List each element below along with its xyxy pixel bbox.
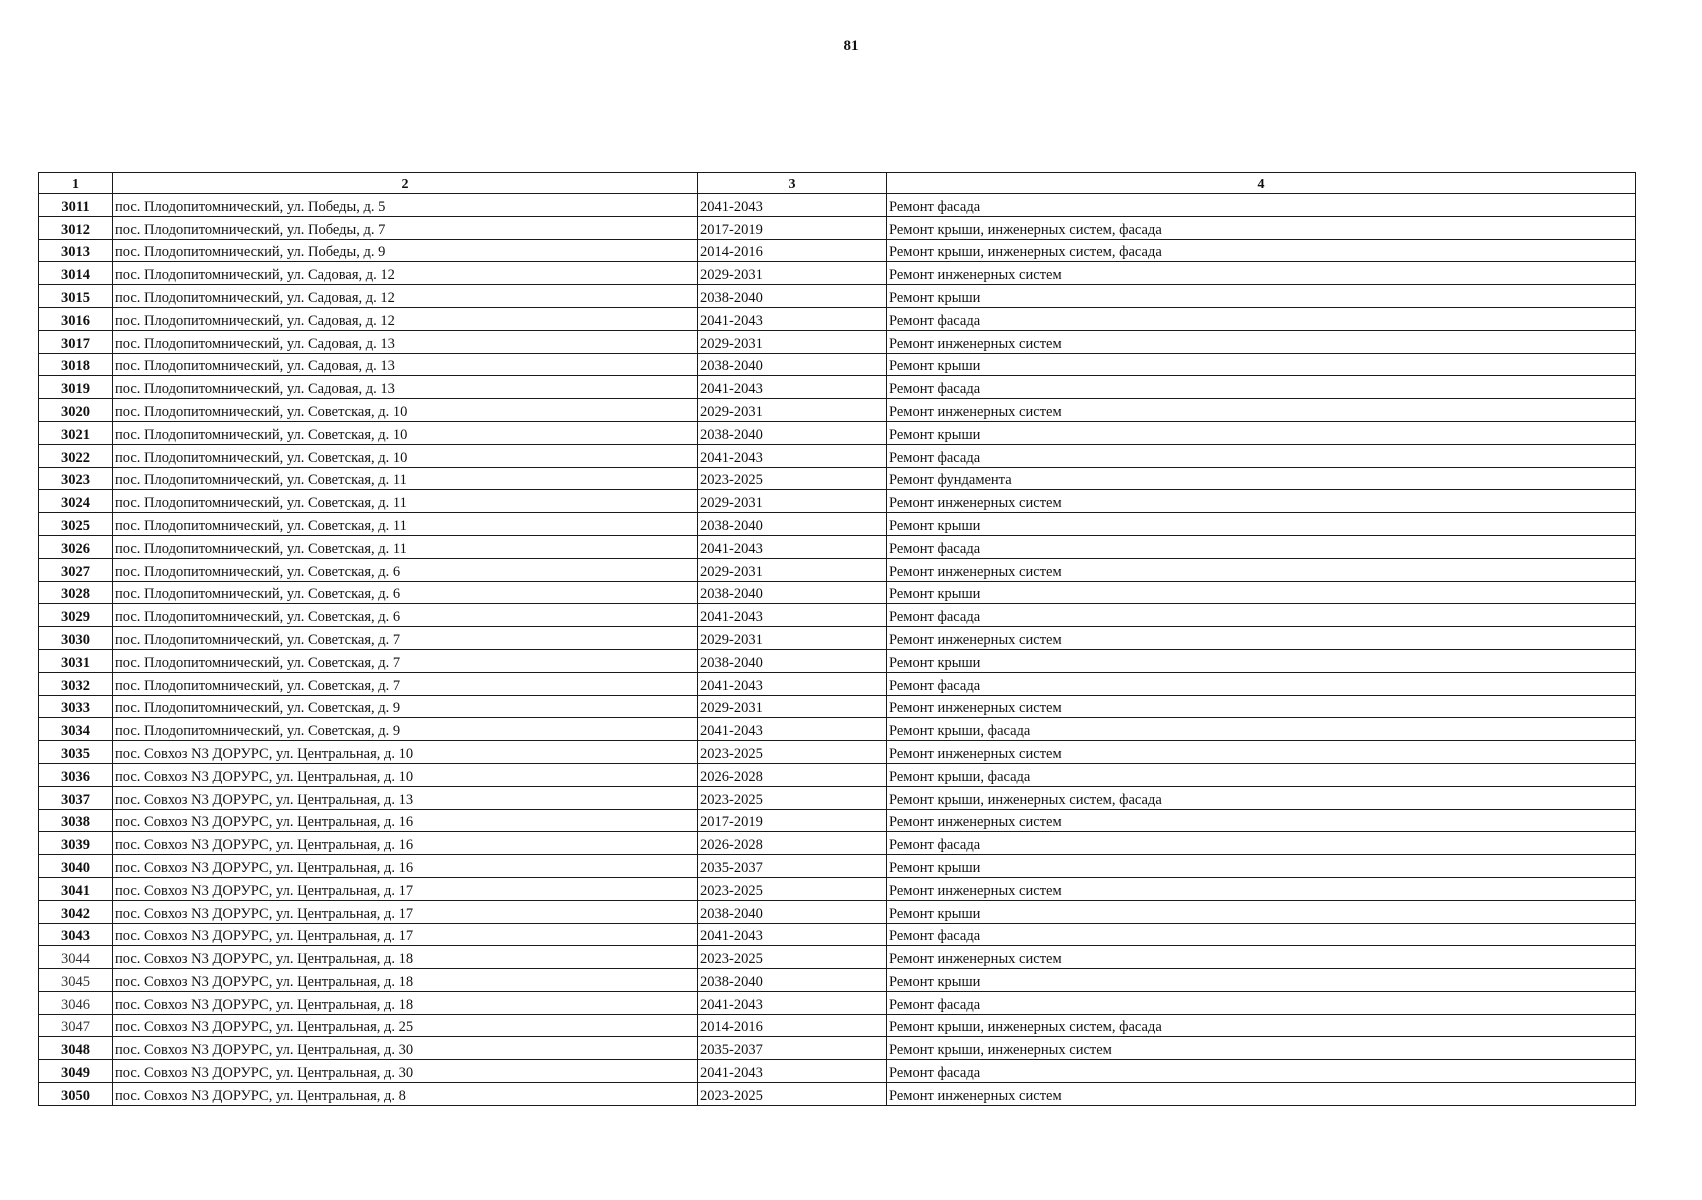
row-address: пос. Плодопитомнический, ул. Советская, д. 11 bbox=[113, 467, 698, 490]
row-work-type: Ремонт фасада bbox=[887, 672, 1636, 695]
table-row bbox=[39, 490, 1636, 513]
row-work-type: Ремонт крыши bbox=[887, 513, 1636, 536]
table-row bbox=[39, 855, 1636, 878]
row-number: 3031 bbox=[39, 649, 113, 672]
row-period: 2041-2043 bbox=[698, 444, 887, 467]
row-address: пос. Совхоз N3 ДОРУРС, ул. Центральная, д. 17 bbox=[113, 923, 698, 946]
row-work-type: Ремонт крыши, фасада bbox=[887, 718, 1636, 741]
row-period: 2038-2040 bbox=[698, 421, 887, 444]
table-body bbox=[39, 194, 1636, 1106]
row-address: пос. Совхоз N3 ДОРУРС, ул. Центральная, д. 13 bbox=[113, 786, 698, 809]
row-number: 3020 bbox=[39, 399, 113, 422]
row-period: 2023-2025 bbox=[698, 741, 887, 764]
row-work-type: Ремонт крыши bbox=[887, 353, 1636, 376]
table-row bbox=[39, 969, 1636, 992]
row-work-type: Ремонт фасада bbox=[887, 604, 1636, 627]
row-work-type: Ремонт фасада bbox=[887, 535, 1636, 558]
row-work-type: Ремонт инженерных систем bbox=[887, 330, 1636, 353]
table-row bbox=[39, 330, 1636, 353]
row-period: 2029-2031 bbox=[698, 399, 887, 422]
row-number: 3039 bbox=[39, 832, 113, 855]
row-address: пос. Плодопитомнический, ул. Советская, д. 10 bbox=[113, 399, 698, 422]
row-work-type: Ремонт крыши bbox=[887, 855, 1636, 878]
table-row bbox=[39, 832, 1636, 855]
row-number: 3023 bbox=[39, 467, 113, 490]
row-address: пос. Плодопитомнический, ул. Советская, д. 9 bbox=[113, 718, 698, 741]
row-period: 2029-2031 bbox=[698, 627, 887, 650]
row-address: пос. Плодопитомнический, ул. Советская, д. 6 bbox=[113, 558, 698, 581]
row-work-type: Ремонт фасада bbox=[887, 376, 1636, 399]
row-work-type: Ремонт инженерных систем bbox=[887, 262, 1636, 285]
row-period: 2029-2031 bbox=[698, 262, 887, 285]
row-period: 2041-2043 bbox=[698, 718, 887, 741]
row-number: 3021 bbox=[39, 421, 113, 444]
row-period: 2038-2040 bbox=[698, 649, 887, 672]
table-row bbox=[39, 558, 1636, 581]
row-address: пос. Плодопитомнический, ул. Советская, д. 7 bbox=[113, 627, 698, 650]
row-number: 3018 bbox=[39, 353, 113, 376]
table-row bbox=[39, 809, 1636, 832]
table-row bbox=[39, 763, 1636, 786]
row-work-type: Ремонт инженерных систем bbox=[887, 399, 1636, 422]
row-period: 2014-2016 bbox=[698, 1014, 887, 1037]
page-number: 81 bbox=[843, 38, 859, 54]
row-address: пос. Совхоз N3 ДОРУРС, ул. Центральная, д. 30 bbox=[113, 1037, 698, 1060]
row-period: 2023-2025 bbox=[698, 786, 887, 809]
table-row bbox=[39, 1014, 1636, 1037]
row-address: пос. Плодопитомнический, ул. Садовая, д. 13 bbox=[113, 376, 698, 399]
row-work-type: Ремонт инженерных систем bbox=[887, 695, 1636, 718]
row-address: пос. Плодопитомнический, ул. Советская, д. 10 bbox=[113, 444, 698, 467]
row-address: пос. Совхоз N3 ДОРУРС, ул. Центральная, д. 16 bbox=[113, 832, 698, 855]
row-work-type: Ремонт инженерных систем bbox=[887, 877, 1636, 900]
row-number: 3022 bbox=[39, 444, 113, 467]
row-period: 2035-2037 bbox=[698, 1037, 887, 1060]
row-address: пос. Совхоз N3 ДОРУРС, ул. Центральная, д. 10 bbox=[113, 741, 698, 764]
row-address: пос. Плодопитомнический, ул. Советская, д. 11 bbox=[113, 535, 698, 558]
row-period: 2023-2025 bbox=[698, 467, 887, 490]
row-number: 3019 bbox=[39, 376, 113, 399]
row-period: 2026-2028 bbox=[698, 832, 887, 855]
row-work-type: Ремонт инженерных систем bbox=[887, 946, 1636, 969]
row-period: 2041-2043 bbox=[698, 307, 887, 330]
row-work-type: Ремонт крыши bbox=[887, 900, 1636, 923]
row-number: 3011 bbox=[39, 194, 113, 217]
row-address: пос. Совхоз N3 ДОРУРС, ул. Центральная, д. 16 bbox=[113, 855, 698, 878]
row-number: 3049 bbox=[39, 1060, 113, 1083]
row-number: 3028 bbox=[39, 581, 113, 604]
row-period: 2017-2019 bbox=[698, 216, 887, 239]
header-col-1: 1 bbox=[39, 173, 113, 194]
row-number: 3025 bbox=[39, 513, 113, 536]
row-address: пос. Плодопитомнический, ул. Победы, д. 7 bbox=[113, 216, 698, 239]
row-work-type: Ремонт инженерных систем bbox=[887, 627, 1636, 650]
row-work-type: Ремонт фасада bbox=[887, 832, 1636, 855]
row-work-type: Ремонт инженерных систем bbox=[887, 809, 1636, 832]
row-period: 2038-2040 bbox=[698, 969, 887, 992]
table-row bbox=[39, 946, 1636, 969]
table-row bbox=[39, 194, 1636, 217]
row-address: пос. Плодопитомнический, ул. Советская, д. 11 bbox=[113, 513, 698, 536]
row-work-type: Ремонт крыши bbox=[887, 581, 1636, 604]
table-row bbox=[39, 695, 1636, 718]
row-work-type: Ремонт инженерных систем bbox=[887, 558, 1636, 581]
row-number: 3026 bbox=[39, 535, 113, 558]
table-row bbox=[39, 353, 1636, 376]
row-work-type: Ремонт фасада bbox=[887, 1060, 1636, 1083]
table-row bbox=[39, 877, 1636, 900]
table-row bbox=[39, 444, 1636, 467]
row-address: пос. Совхоз N3 ДОРУРС, ул. Центральная, д. 17 bbox=[113, 900, 698, 923]
row-address: пос. Совхоз N3 ДОРУРС, ул. Центральная, д. 8 bbox=[113, 1083, 698, 1106]
row-period: 2038-2040 bbox=[698, 900, 887, 923]
row-period: 2038-2040 bbox=[698, 581, 887, 604]
row-address: пос. Плодопитомнический, ул. Садовая, д. 13 bbox=[113, 330, 698, 353]
row-address: пос. Плодопитомнический, ул. Победы, д. 9 bbox=[113, 239, 698, 262]
row-address: пос. Плодопитомнический, ул. Советская, д. 10 bbox=[113, 421, 698, 444]
table-row bbox=[39, 604, 1636, 627]
header-col-3: 3 bbox=[698, 173, 887, 194]
row-period: 2029-2031 bbox=[698, 490, 887, 513]
row-period: 2041-2043 bbox=[698, 1060, 887, 1083]
row-period: 2041-2043 bbox=[698, 376, 887, 399]
row-number: 3030 bbox=[39, 627, 113, 650]
row-number: 3034 bbox=[39, 718, 113, 741]
row-period: 2026-2028 bbox=[698, 763, 887, 786]
row-work-type: Ремонт фасада bbox=[887, 194, 1636, 217]
row-period: 2041-2043 bbox=[698, 604, 887, 627]
row-number: 3013 bbox=[39, 239, 113, 262]
table-row bbox=[39, 262, 1636, 285]
table-row bbox=[39, 786, 1636, 809]
row-number: 3040 bbox=[39, 855, 113, 878]
row-period: 2029-2031 bbox=[698, 558, 887, 581]
row-address: пос. Плодопитомнический, ул. Советская, д. 9 bbox=[113, 695, 698, 718]
row-number: 3029 bbox=[39, 604, 113, 627]
row-address: пос. Плодопитомнический, ул. Советская, д. 6 bbox=[113, 604, 698, 627]
row-work-type: Ремонт инженерных систем bbox=[887, 490, 1636, 513]
row-address: пос. Плодопитомнический, ул. Победы, д. 5 bbox=[113, 194, 698, 217]
table-row bbox=[39, 672, 1636, 695]
row-address: пос. Совхоз N3 ДОРУРС, ул. Центральная, д. 18 bbox=[113, 946, 698, 969]
row-period: 2038-2040 bbox=[698, 353, 887, 376]
row-address: пос. Совхоз N3 ДОРУРС, ул. Центральная, д. 16 bbox=[113, 809, 698, 832]
row-address: пос. Плодопитомнический, ул. Садовая, д. 12 bbox=[113, 262, 698, 285]
table-row bbox=[39, 627, 1636, 650]
row-work-type: Ремонт фасада bbox=[887, 923, 1636, 946]
row-work-type: Ремонт инженерных систем bbox=[887, 1083, 1636, 1106]
row-number: 3033 bbox=[39, 695, 113, 718]
row-number: 3017 bbox=[39, 330, 113, 353]
row-number: 3048 bbox=[39, 1037, 113, 1060]
row-number: 3041 bbox=[39, 877, 113, 900]
row-address: пос. Плодопитомнический, ул. Советская, д. 6 bbox=[113, 581, 698, 604]
row-number: 3032 bbox=[39, 672, 113, 695]
row-period: 2041-2043 bbox=[698, 672, 887, 695]
row-address: пос. Плодопитомнический, ул. Советская, д. 11 bbox=[113, 490, 698, 513]
row-number: 3044 bbox=[39, 946, 113, 969]
row-number: 3016 bbox=[39, 307, 113, 330]
row-period: 2035-2037 bbox=[698, 855, 887, 878]
header-col-4: 4 bbox=[887, 173, 1636, 194]
row-period: 2041-2043 bbox=[698, 923, 887, 946]
repair-schedule-table bbox=[38, 172, 1636, 1106]
row-address: пос. Совхоз N3 ДОРУРС, ул. Центральная, д. 18 bbox=[113, 991, 698, 1014]
row-work-type: Ремонт крыши, инженерных систем, фасада bbox=[887, 786, 1636, 809]
row-address: пос. Совхоз N3 ДОРУРС, ул. Центральная, д. 10 bbox=[113, 763, 698, 786]
row-period: 2041-2043 bbox=[698, 991, 887, 1014]
row-work-type: Ремонт крыши, фасада bbox=[887, 763, 1636, 786]
row-number: 3014 bbox=[39, 262, 113, 285]
row-number: 3038 bbox=[39, 809, 113, 832]
row-period: 2029-2031 bbox=[698, 695, 887, 718]
row-period: 2014-2016 bbox=[698, 239, 887, 262]
table-row bbox=[39, 581, 1636, 604]
header-col-2: 2 bbox=[113, 173, 698, 194]
table-row bbox=[39, 923, 1636, 946]
table-row bbox=[39, 376, 1636, 399]
row-period: 2017-2019 bbox=[698, 809, 887, 832]
row-number: 3027 bbox=[39, 558, 113, 581]
table-row bbox=[39, 239, 1636, 262]
table-row bbox=[39, 718, 1636, 741]
table-row bbox=[39, 285, 1636, 308]
table-row bbox=[39, 216, 1636, 239]
row-number: 3036 bbox=[39, 763, 113, 786]
row-address: пос. Плодопитомнический, ул. Садовая, д. 12 bbox=[113, 307, 698, 330]
table-row bbox=[39, 1037, 1636, 1060]
table-row bbox=[39, 421, 1636, 444]
row-period: 2029-2031 bbox=[698, 330, 887, 353]
table-row bbox=[39, 991, 1636, 1014]
table-row bbox=[39, 1060, 1636, 1083]
row-work-type: Ремонт инженерных систем bbox=[887, 741, 1636, 764]
row-work-type: Ремонт крыши bbox=[887, 285, 1636, 308]
row-number: 3015 bbox=[39, 285, 113, 308]
table-row bbox=[39, 467, 1636, 490]
row-period: 2038-2040 bbox=[698, 513, 887, 536]
row-work-type: Ремонт крыши bbox=[887, 649, 1636, 672]
row-work-type: Ремонт фасада bbox=[887, 307, 1636, 330]
row-work-type: Ремонт крыши, инженерных систем, фасада bbox=[887, 1014, 1636, 1037]
row-address: пос. Плодопитомнический, ул. Садовая, д. 12 bbox=[113, 285, 698, 308]
row-number: 3043 bbox=[39, 923, 113, 946]
table-row bbox=[39, 1083, 1636, 1106]
table-row bbox=[39, 399, 1636, 422]
table-row bbox=[39, 307, 1636, 330]
row-address: пос. Плодопитомнический, ул. Советская, д. 7 bbox=[113, 649, 698, 672]
row-period: 2041-2043 bbox=[698, 194, 887, 217]
row-number: 3037 bbox=[39, 786, 113, 809]
row-period: 2038-2040 bbox=[698, 285, 887, 308]
row-period: 2023-2025 bbox=[698, 1083, 887, 1106]
row-work-type: Ремонт крыши, инженерных систем, фасада bbox=[887, 239, 1636, 262]
row-work-type: Ремонт крыши bbox=[887, 969, 1636, 992]
row-number: 3050 bbox=[39, 1083, 113, 1106]
table-header-row bbox=[39, 173, 1636, 194]
row-number: 3045 bbox=[39, 969, 113, 992]
row-address: пос. Совхоз N3 ДОРУРС, ул. Центральная, д. 30 bbox=[113, 1060, 698, 1083]
row-work-type: Ремонт фундамента bbox=[887, 467, 1636, 490]
row-address: пос. Совхоз N3 ДОРУРС, ул. Центральная, д. 25 bbox=[113, 1014, 698, 1037]
row-address: пос. Совхоз N3 ДОРУРС, ул. Центральная, д. 18 bbox=[113, 969, 698, 992]
table-row bbox=[39, 535, 1636, 558]
row-period: 2041-2043 bbox=[698, 535, 887, 558]
row-address: пос. Плодопитомнический, ул. Советская, д. 7 bbox=[113, 672, 698, 695]
table-row bbox=[39, 900, 1636, 923]
row-work-type: Ремонт крыши, инженерных систем, фасада bbox=[887, 216, 1636, 239]
table-row bbox=[39, 513, 1636, 536]
row-period: 2023-2025 bbox=[698, 877, 887, 900]
row-number: 3042 bbox=[39, 900, 113, 923]
row-number: 3024 bbox=[39, 490, 113, 513]
row-number: 3046 bbox=[39, 991, 113, 1014]
row-number: 3035 bbox=[39, 741, 113, 764]
table-row bbox=[39, 741, 1636, 764]
row-period: 2023-2025 bbox=[698, 946, 887, 969]
table-row bbox=[39, 649, 1636, 672]
row-work-type: Ремонт крыши bbox=[887, 421, 1636, 444]
row-work-type: Ремонт фасада bbox=[887, 444, 1636, 467]
row-number: 3012 bbox=[39, 216, 113, 239]
row-work-type: Ремонт фасада bbox=[887, 991, 1636, 1014]
row-address: пос. Плодопитомнический, ул. Садовая, д. 13 bbox=[113, 353, 698, 376]
row-address: пос. Совхоз N3 ДОРУРС, ул. Центральная, д. 17 bbox=[113, 877, 698, 900]
row-number: 3047 bbox=[39, 1014, 113, 1037]
row-work-type: Ремонт крыши, инженерных систем bbox=[887, 1037, 1636, 1060]
